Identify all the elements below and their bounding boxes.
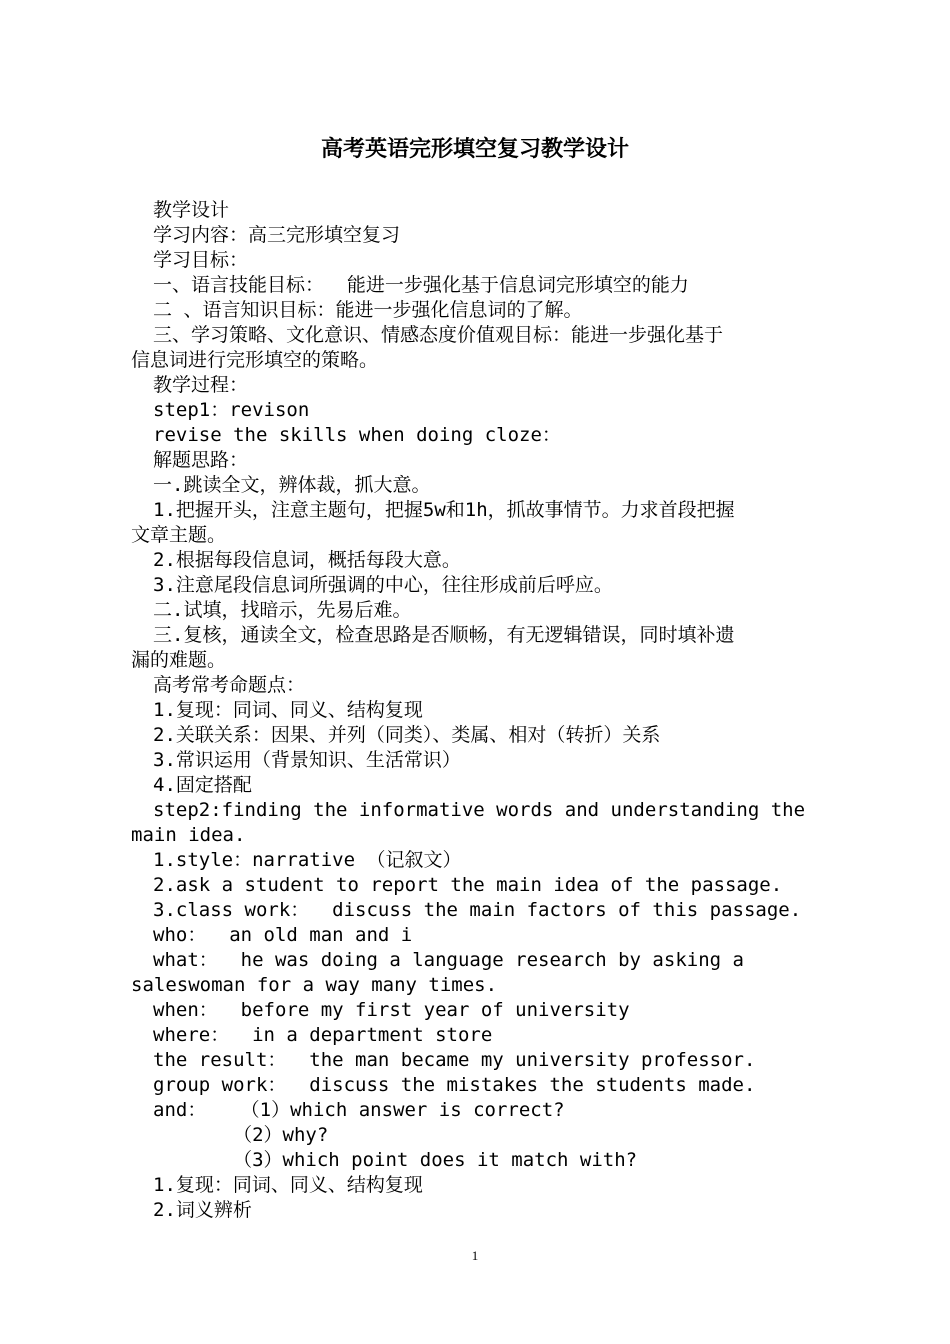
body-line: 三.复核，通读全文，检查思路是否顺畅，有无逻辑错误，同时填补遗 — [153, 624, 735, 646]
body-line: and： （1）which answer is correct? — [153, 1099, 565, 1121]
document-title: 高考英语完形填空复习教学设计 — [320, 136, 629, 162]
body-line: 信息词进行完形填空的策略。 — [131, 349, 379, 371]
body-line: 1.把握开头，注意主题句，把握5w和1h，抓故事情节。力求首段把握 — [153, 499, 735, 521]
body-line: main idea. — [131, 824, 246, 846]
body-line: revise the skills when doing cloze： — [153, 424, 561, 446]
body-line: when： before my first year of university — [153, 999, 630, 1021]
body-line: 一.跳读全文，辨体裁，抓大意。 — [153, 474, 431, 496]
body-line: 教学过程： — [153, 374, 249, 396]
body-line: 3.注意尾段信息词所强调的中心，往往形成前后呼应。 — [153, 574, 613, 596]
body-line: where： in a department store — [153, 1024, 493, 1046]
body-line: 高考常考命题点： — [153, 674, 306, 696]
body-line: 二.试填，找暗示，先易后难。 — [153, 599, 412, 621]
body-line: 1.复现：同词、同义、结构复现 — [153, 1174, 423, 1196]
body-line: group work： discuss the mistakes the students made. — [153, 1074, 756, 1096]
body-line: （2）why? — [153, 1124, 329, 1146]
body-line: 4.固定搭配 — [153, 774, 252, 796]
body-line: what： he was doing a language research by asking a — [153, 949, 744, 971]
body-line: step2:finding the informative words and understanding the — [153, 799, 806, 821]
body-line: 学习内容：高三完形填空复习 — [153, 224, 401, 246]
page-number: 1 — [471, 1248, 479, 1263]
body-line: 2.关联关系：因果、并列（同类）、类属、相对（转折）关系 — [153, 724, 661, 746]
body-line: 一、语言技能目标： 能进一步强化基于信息词完形填空的能力 — [153, 274, 689, 296]
body-line: 三、学习策略、文化意识、情感态度价值观目标：能进一步强化基于 — [153, 324, 724, 346]
body-line: 教学设计 — [153, 199, 230, 221]
body-line: （3）which point does it match with? — [153, 1149, 638, 1171]
body-line: 2.ask a student to report the main idea of the passage. — [153, 874, 783, 896]
body-line: saleswoman for a way many times. — [131, 974, 498, 996]
body-line: 漏的难题。 — [131, 649, 227, 671]
body-line: 1.style：narrative （记叙文） — [153, 849, 462, 871]
body-line: 学习目标： — [153, 249, 249, 271]
body-line: 2.根据每段信息词，概括每段大意。 — [153, 549, 461, 571]
body-line: 文章主题。 — [131, 524, 227, 546]
body-line: 3.class work： discuss the main factors of this passage. — [153, 899, 802, 921]
document-body — [131, 198, 811, 1223]
body-line: the result： the man became my university professor. — [153, 1049, 756, 1071]
body-line: 二 、语言知识目标：能进一步强化信息词的了解。 — [153, 299, 583, 321]
body-line: 1.复现：同词、同义、结构复现 — [153, 699, 423, 721]
body-line: 2.词义辨析 — [153, 1199, 252, 1221]
body-line: 解题思路： — [153, 449, 249, 471]
body-line: who： an old man and i — [153, 924, 413, 946]
body-line: step1：revison — [153, 399, 310, 421]
body-line: 3.常识运用（背景知识、生活常识） — [153, 749, 461, 771]
